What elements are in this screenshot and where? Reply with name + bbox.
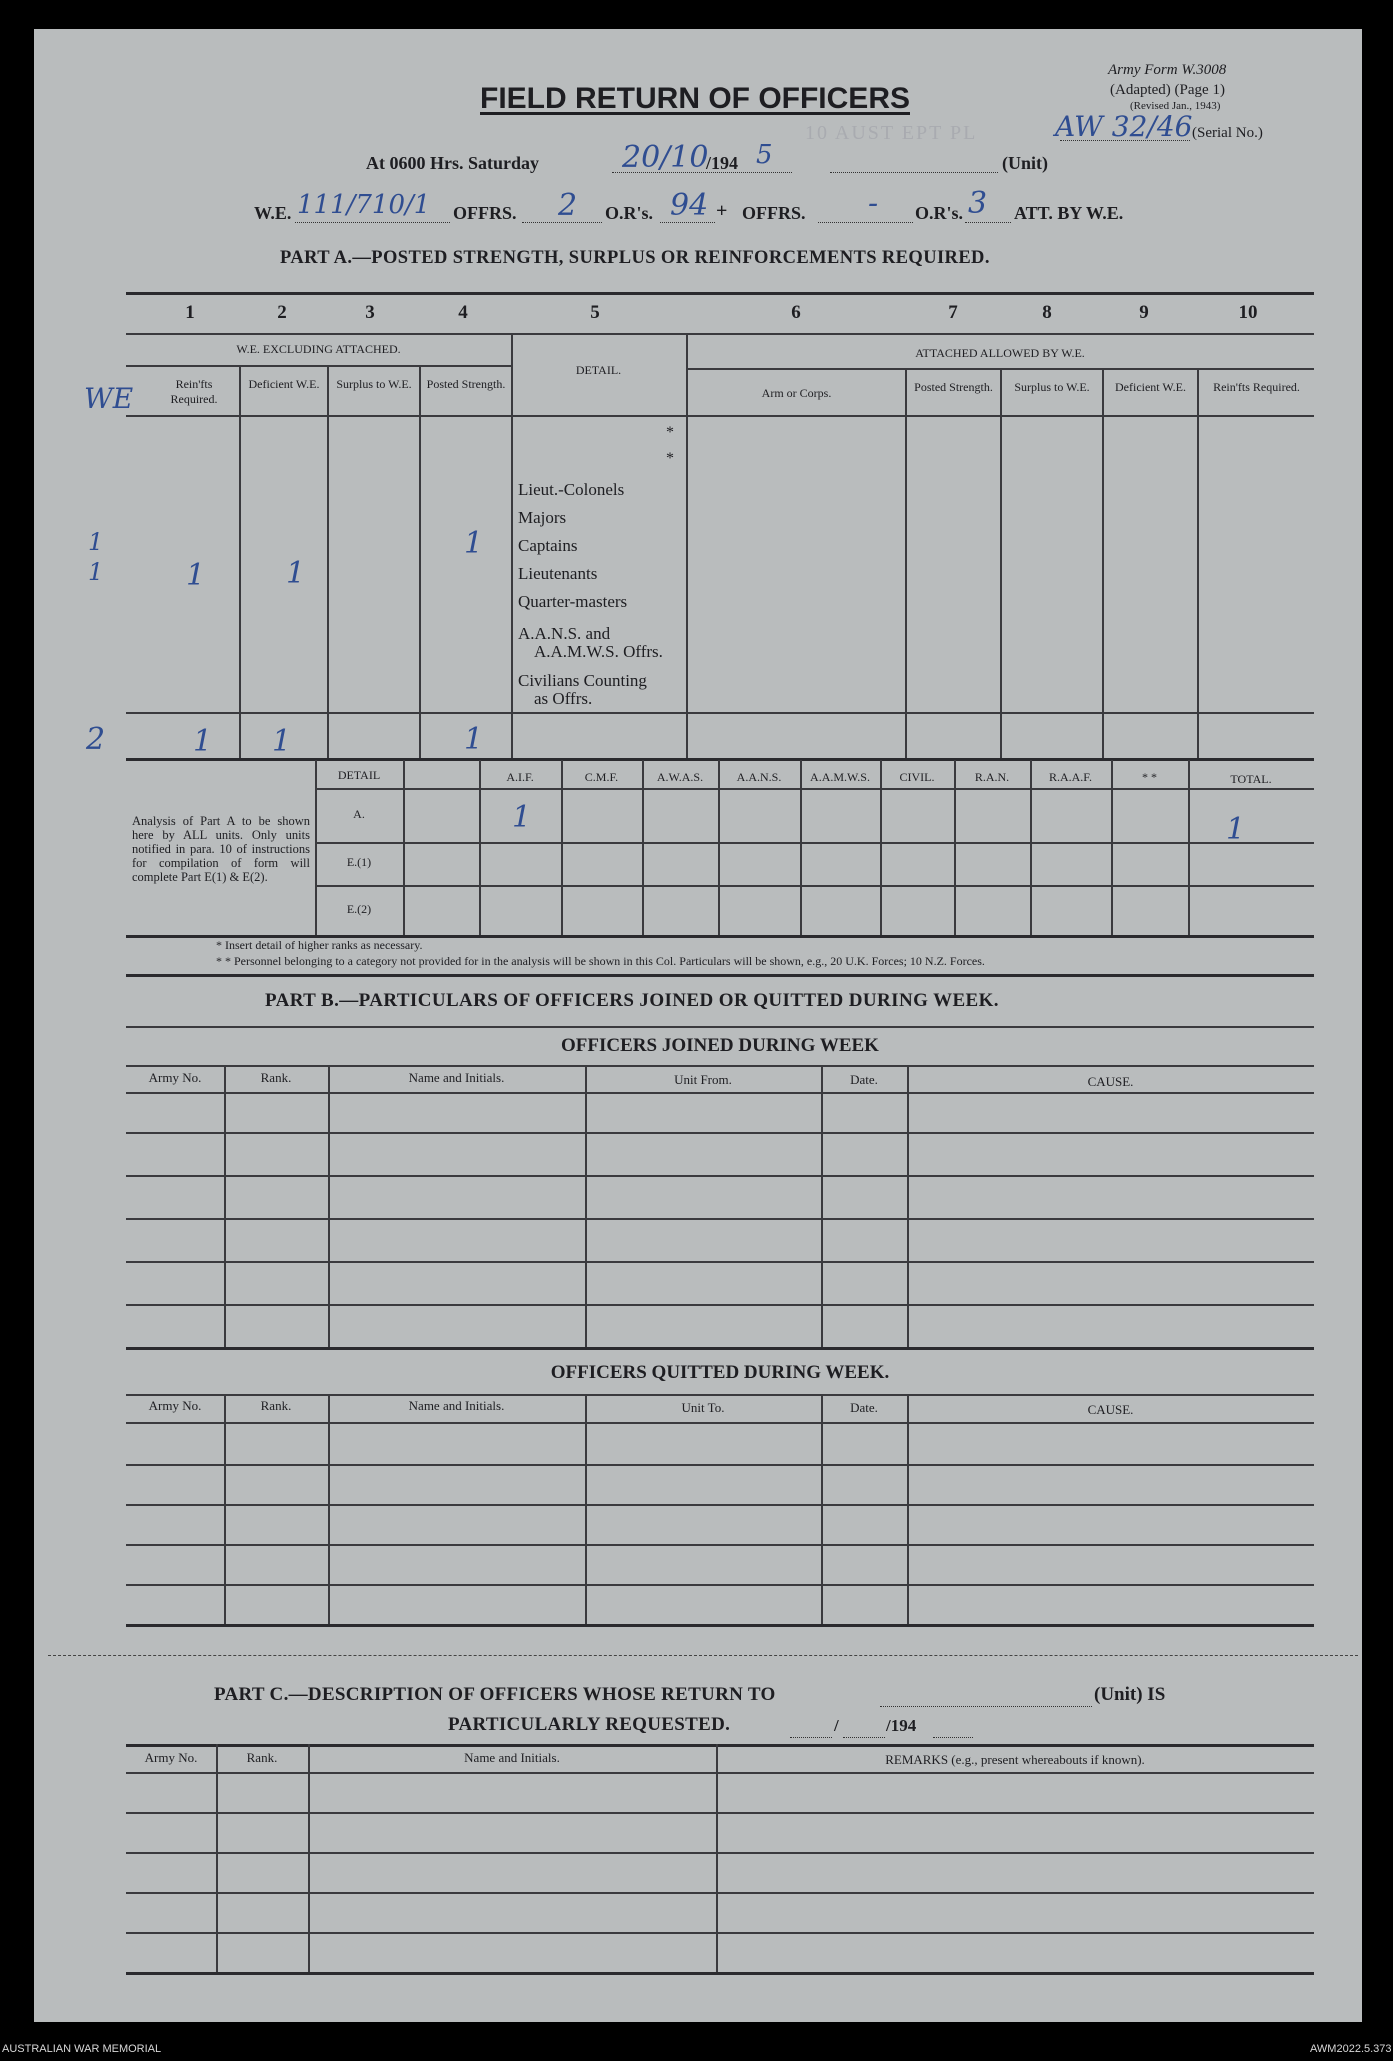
rank-aamws: A.A.M.W.S. Offrs.: [534, 642, 663, 661]
ors-att-label: O.R's.: [915, 203, 964, 223]
part-c-top-rule: [126, 1744, 1314, 1747]
margin-we-handwritten: WE: [84, 382, 134, 415]
col-arm-or-corps: Arm or Corps.: [761, 386, 832, 400]
quitted-col-army-no: Army No.: [148, 1398, 202, 1413]
joined-col-cause: CAUSE.: [1087, 1074, 1134, 1089]
col-surplus-we: Surplus to W.E.: [336, 377, 412, 391]
rank-lieutenants: Lieutenants: [518, 564, 598, 583]
part-c-vline: [308, 1744, 310, 1974]
part-a-vline: [686, 333, 688, 758]
quitted-vline: [585, 1394, 587, 1624]
part-a-vline: [511, 333, 513, 758]
part-a-vline: [905, 368, 907, 758]
detail-header: DETAIL.: [575, 363, 622, 377]
quitted-row-rule: [126, 1504, 1314, 1506]
part-a-bottom-rule: [126, 758, 1314, 761]
col-number: 1: [185, 302, 195, 323]
analysis-vline: [1111, 760, 1113, 935]
part-c-col-rank: Rank.: [246, 1750, 278, 1765]
total-posted-strength: 1: [464, 722, 484, 757]
page-title: FIELD RETURN OF OFFICERS: [480, 82, 910, 115]
part-c-row-rule: [126, 1812, 1314, 1814]
quitted-col-cause: CAUSE.: [1087, 1402, 1134, 1417]
serial-dots: [1060, 140, 1190, 141]
col-att-posted-strength: Posted Strength.: [914, 380, 993, 394]
at-hours-label: At 0600 Hrs. Saturday: [366, 153, 540, 173]
part-a-vline: [419, 365, 421, 758]
footnote-star: * Insert detail of higher ranks as necessary.: [216, 938, 423, 952]
joined-title-rule: [126, 1065, 1314, 1067]
analysis-row-rule: [315, 885, 1314, 887]
col-number: 2: [277, 302, 287, 323]
part-c-vline: [216, 1744, 218, 1974]
analysis-vline: [479, 760, 481, 935]
col-number: 10: [1238, 302, 1258, 323]
form-adapted: (Adapted) (Page 1): [1110, 82, 1225, 98]
offrs-dots: [522, 222, 602, 223]
quitted-header-rule: [126, 1422, 1314, 1424]
offrs-handwritten: 2: [558, 188, 578, 223]
joined-bottom-rule: [126, 1347, 1314, 1350]
cell-posted-strength: 1: [464, 526, 484, 561]
quitted-col-rank: Rank.: [260, 1398, 292, 1413]
col-number: 3: [365, 302, 375, 323]
analysis-col-cmf: C.M.F.: [584, 770, 619, 784]
joined-title: OFFICERS JOINED DURING WEEK: [561, 1035, 879, 1056]
analysis-row-a: A.: [353, 807, 365, 821]
part-c-title: PART C.—DESCRIPTION OF OFFICERS WHOSE RETURN TO: [214, 1684, 776, 1705]
ors-handwritten: 94: [670, 188, 709, 223]
form-number: Army Form W.3008: [1108, 62, 1227, 78]
quitted-vline: [328, 1394, 330, 1624]
analysis-row-e1: E.(1): [346, 855, 372, 869]
analysis-col-total: TOTAL.: [1230, 772, 1272, 786]
part-b-rule: [126, 1026, 1314, 1028]
quitted-vline: [224, 1394, 226, 1624]
form-revised: (Revised Jan., 1943): [1130, 100, 1221, 112]
analysis-vline: [880, 760, 882, 935]
part-a-vline: [327, 365, 329, 758]
joined-col-unit-from: Unit From.: [674, 1072, 732, 1087]
analysis-vline: [403, 760, 405, 935]
part-a-vline: [1000, 368, 1002, 758]
quitted-vline: [821, 1394, 823, 1624]
analysis-vline: [718, 760, 720, 935]
joined-col-army-no: Army No.: [148, 1070, 202, 1085]
year-handwritten: 5: [756, 140, 773, 170]
joined-row-rule: [126, 1132, 1314, 1134]
analysis-vline: [954, 760, 956, 935]
analysis-vline: [1030, 760, 1032, 935]
total-deficient: 1: [272, 724, 292, 759]
ors-att-dots: [965, 222, 1011, 223]
quitted-row-rule: [126, 1544, 1314, 1546]
total-row-top-rule: [126, 712, 1314, 714]
higher-rank-star: *: [666, 424, 674, 441]
col-deficient-we: Deficient W.E.: [248, 377, 320, 391]
analysis-col-aamws: A.A.M.W.S.: [810, 770, 870, 784]
ors-label: O.R's.: [605, 203, 654, 223]
part-c-col-army-no: Army No.: [144, 1750, 198, 1765]
cell-deficient: 1: [286, 556, 306, 591]
part-c-title-b: PARTICULARLY REQUESTED.: [448, 1714, 731, 1735]
quitted-col-name: Name and Initials.: [408, 1398, 505, 1413]
rank-quartermasters: Quarter-masters: [518, 592, 628, 611]
analysis-row-e2: E.(2): [346, 902, 372, 916]
analysis-row-rule: [315, 842, 1314, 844]
date-handwritten: 20/10: [622, 140, 709, 175]
joined-row-rule: [126, 1218, 1314, 1220]
we-dots: [295, 222, 450, 223]
analysis-col-civil: CIVIL.: [899, 770, 935, 784]
part-c-unit-is: (Unit) IS: [1094, 1684, 1166, 1705]
attached-allowed-header: ATTACHED ALLOWED BY W.E.: [915, 346, 1085, 360]
we-label: W.E.: [254, 203, 292, 223]
quitted-row-rule: [126, 1464, 1314, 1466]
col-number: 4: [458, 302, 468, 323]
analysis-vline: [561, 760, 563, 935]
part-a-top-rule: [126, 292, 1314, 295]
footnote-rule: [126, 974, 1314, 977]
col-number: 6: [791, 302, 801, 323]
faint-stamp: 10 AUST EPT PL: [805, 122, 978, 144]
we-excluding-rule: [126, 365, 511, 367]
col-number: 7: [948, 302, 958, 323]
part-a-vline: [1102, 368, 1104, 758]
tear-line: [48, 1655, 1358, 1656]
cell-reinforcements: 1: [186, 558, 206, 593]
rank-civilians: Civilians Counting: [518, 671, 647, 690]
col-number: 9: [1139, 302, 1149, 323]
plus-sign: +: [716, 200, 728, 222]
analysis-vline: [642, 760, 644, 935]
joined-row-rule: [126, 1304, 1314, 1306]
margin-row-handwritten: 1: [88, 528, 104, 556]
quitted-title: OFFICERS QUITTED DURING WEEK.: [550, 1362, 890, 1383]
quitted-bottom-rule: [126, 1624, 1314, 1627]
analysis-vline: [800, 760, 802, 935]
analysis-col-other: * *: [1142, 770, 1157, 784]
margin-total-handwritten: 2: [86, 722, 106, 757]
part-c-bottom-rule: [126, 1972, 1314, 1975]
analysis-col-aif: A.I.F.: [506, 770, 534, 784]
part-c-date-slash: /: [834, 1716, 839, 1735]
joined-row-rule: [126, 1175, 1314, 1177]
unit-label: (Unit): [1002, 153, 1048, 173]
analysis-aif-a-handwritten: 1: [512, 800, 532, 835]
part-c-col-name: Name and Initials.: [464, 1750, 560, 1765]
col-att-surplus-we: Surplus to W.E.: [1014, 380, 1090, 394]
col-reinforcements-required: Rein'fts Required.: [170, 377, 218, 406]
col-att-reinforcements: Rein'fts Required.: [1213, 380, 1300, 394]
serial-number-handwritten: AW 32/46: [1055, 110, 1193, 143]
part-c-date-dots: [843, 1737, 885, 1738]
part-c-col-remarks: REMARKS (e.g., present whereabouts if known).: [885, 1752, 1145, 1767]
rank-captains: Captains: [518, 536, 578, 555]
footer-archive-label: AUSTRALIAN WAR MEMORIAL: [2, 2043, 162, 2055]
part-c-date-year: /194: [886, 1716, 917, 1735]
joined-col-rank: Rank.: [260, 1070, 292, 1085]
col-number: 5: [590, 302, 600, 323]
quitted-vline: [907, 1394, 909, 1624]
col-att-deficient-we: Deficient W.E.: [1115, 380, 1186, 394]
part-c-vline: [716, 1744, 718, 1974]
analysis-col-awas: A.W.A.S.: [656, 770, 704, 784]
joined-header-rule: [126, 1092, 1314, 1094]
analysis-header-rule: [315, 788, 1314, 790]
we-handwritten: 111/710/1: [297, 190, 431, 220]
rank-majors: Majors: [518, 508, 567, 527]
quitted-row-rule: [126, 1584, 1314, 1586]
footnote-double-star: * * Personnel belonging to a category not provided for in the analysis will be shown in this Col. Particulars will be shown, e.g., 20 U.K. Forces; 10 N.Z. Forces.: [216, 954, 985, 968]
rank-aans: A.A.N.S. and: [518, 624, 611, 643]
rank-lieut-colonels: Lieut.-Colonels: [518, 480, 625, 499]
analysis-col-aans: A.A.N.S.: [736, 770, 782, 784]
we-excluding-header: W.E. EXCLUDING ATTACHED.: [236, 342, 401, 356]
analysis-col-raaf: R.A.A.F.: [1048, 770, 1093, 784]
part-a-title: PART A.—POSTED STRENGTH, SURPLUS OR REINFORCEMENTS REQUIRED.: [280, 248, 990, 268]
unit-dots: [830, 172, 998, 173]
higher-rank-star: *: [666, 450, 674, 467]
joined-col-name: Name and Initials.: [408, 1070, 505, 1085]
joined-col-date: Date.: [850, 1072, 878, 1087]
serial-label: (Serial No.): [1192, 125, 1263, 141]
part-c-row-rule: [126, 1852, 1314, 1854]
offrs-att-dots: [818, 222, 913, 223]
joined-row-rule: [126, 1261, 1314, 1263]
date-dots: [612, 172, 792, 173]
analysis-col-detail: DETAIL: [337, 768, 381, 782]
part-a-vline: [1197, 368, 1199, 758]
ors-dots: [660, 222, 715, 223]
quitted-col-unit-to: Unit To.: [681, 1400, 725, 1415]
part-a-number-rule: [126, 333, 1314, 335]
analysis-col-ran: R.A.N.: [974, 770, 1010, 784]
part-c-date-dots: [933, 1737, 973, 1738]
part-a-vline: [239, 365, 241, 758]
rank-civilians-cont: as Offrs.: [534, 689, 593, 708]
part-c-header-rule: [126, 1772, 1314, 1774]
offrs-att-label: OFFRS.: [742, 203, 806, 223]
part-c-row-rule: [126, 1932, 1314, 1934]
margin-row-handwritten: 1: [88, 558, 104, 586]
analysis-note: Analysis of Part A to be shown here by ALL units. Only units notified in para. 10 of instructions for compilation of form will complete Part E(1) & E(2).: [132, 814, 310, 884]
quitted-title-rule: [126, 1394, 1314, 1396]
part-c-date-dots: [790, 1737, 832, 1738]
part-b-title: PART B.—PARTICULARS OF OFFICERS JOINED OR QUITTED DURING WEEK.: [265, 990, 999, 1011]
col-number: 8: [1042, 302, 1052, 323]
col-posted-strength: Posted Strength.: [426, 377, 506, 391]
part-c-unit-dots: [880, 1706, 1092, 1707]
footer-accession-number: AWM2022.5.373: [1310, 2043, 1392, 2055]
att-by-we-label: ATT. BY W.E.: [1014, 203, 1124, 223]
analysis-total-a-handwritten: 1: [1226, 812, 1246, 847]
total-reinforcements: 1: [193, 724, 213, 759]
offrs-att-handwritten: -: [868, 186, 879, 221]
part-c-row-rule: [126, 1892, 1314, 1894]
ors-att-handwritten: 3: [968, 186, 988, 221]
offrs-label: OFFRS.: [453, 203, 517, 223]
quitted-col-date: Date.: [850, 1400, 878, 1415]
column-header-rule: [126, 415, 1314, 417]
year-prefix: /194: [706, 153, 739, 173]
